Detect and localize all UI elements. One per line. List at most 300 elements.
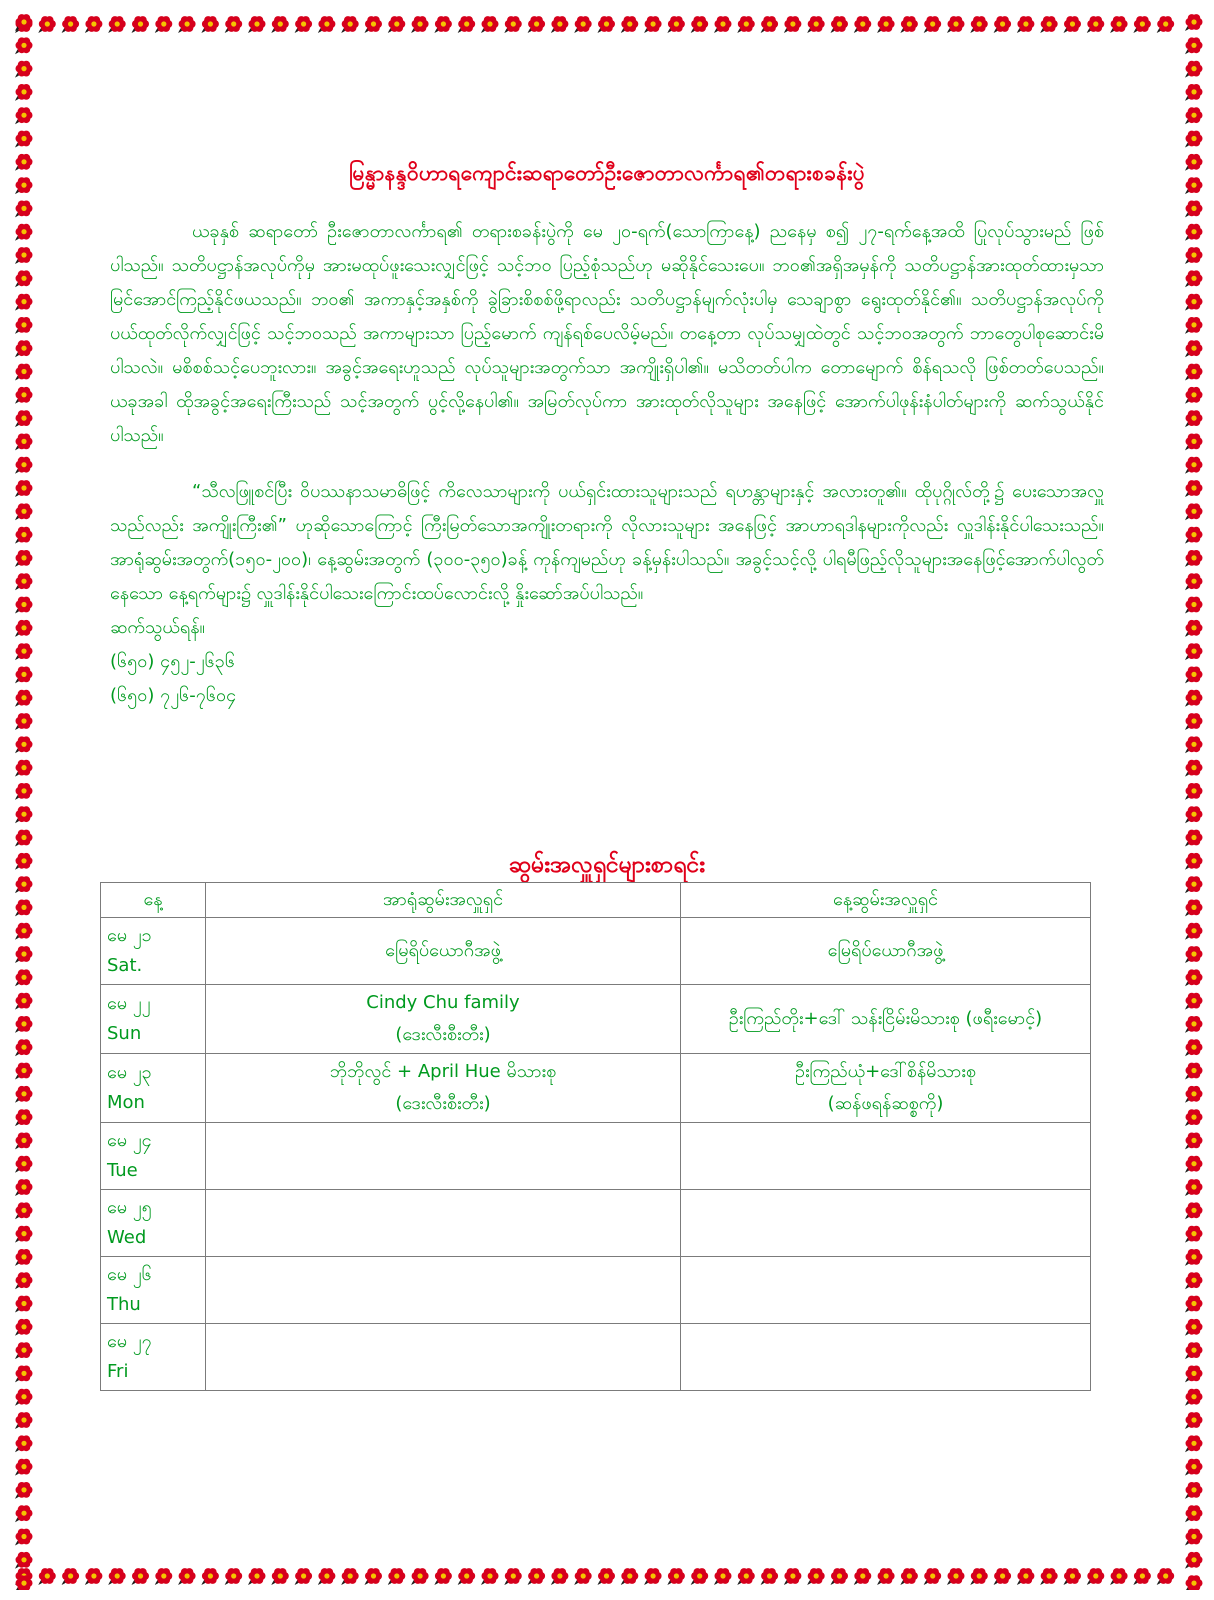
- morning-donor-cell: [206, 1257, 681, 1324]
- flower-icon: [1185, 503, 1203, 520]
- flower-icon: [1185, 107, 1203, 124]
- flower-icon: [1064, 1568, 1082, 1585]
- flower-icon: [1185, 1482, 1203, 1499]
- flower-icon: [15, 1529, 33, 1546]
- flower-icon: [1185, 830, 1203, 847]
- flower-icon: [1185, 806, 1203, 823]
- morning-donor-cell: [206, 1324, 681, 1391]
- date: မေ ၂၅: [107, 1197, 152, 1218]
- flower-icon: [1185, 597, 1203, 614]
- flower-icon: [994, 16, 1012, 33]
- noon-donor-cell: [681, 918, 1091, 985]
- flower-icon: [1185, 923, 1203, 940]
- morning-donor-cell: [206, 918, 681, 985]
- flower-icon: [1185, 969, 1203, 986]
- day-cell: [101, 1123, 206, 1190]
- flower-icon: [1185, 667, 1203, 684]
- flower-icon: [1185, 1366, 1203, 1383]
- donor-schedule-table: [100, 882, 1091, 1391]
- flower-icon: [644, 1568, 662, 1585]
- flower-icon: [15, 643, 33, 660]
- flower-icon: [970, 16, 988, 33]
- flower-icon: [924, 16, 942, 33]
- flower-icon: [877, 1568, 895, 1585]
- flower-icon: [365, 1568, 383, 1585]
- flower-icon: [15, 993, 33, 1010]
- flower-icon: [1185, 876, 1203, 893]
- flower-icon: [1185, 760, 1203, 777]
- flower-icon: [831, 1568, 849, 1585]
- table-row: [101, 918, 1091, 985]
- flower-icon: [994, 1568, 1012, 1585]
- flower-icon: [318, 1568, 336, 1585]
- flower-icon: [761, 1568, 779, 1585]
- flower-icon: [1185, 1272, 1203, 1289]
- flower-icon: [15, 177, 33, 194]
- morning-donor-cell: [206, 985, 681, 1054]
- flower-icon: [62, 1568, 80, 1585]
- morning-donor-cell: [206, 1123, 681, 1190]
- flower-icon: [644, 16, 662, 33]
- flower-icon: [621, 16, 639, 33]
- flower-icon: [1185, 1202, 1203, 1219]
- flower-icon: [15, 1435, 33, 1452]
- flower-icon: [15, 131, 33, 148]
- date: မေ ၂၂: [107, 993, 151, 1014]
- flower-icon: [1185, 410, 1203, 427]
- flower-icon: [784, 1568, 802, 1585]
- donor-line: ဦးကြည်တိုး+ဒေါ် သန်းငြိမ်းမိသားစု (ဖရီးမောင့်): [728, 1008, 1043, 1029]
- noon-donor-cell: [681, 1190, 1091, 1257]
- flower-icon: [1040, 16, 1058, 33]
- flower-icon: [1157, 16, 1175, 33]
- flower-icon: [15, 1342, 33, 1359]
- flower-icon: [1185, 364, 1203, 381]
- flower-icon: [15, 1086, 33, 1103]
- flower-icon: [1185, 434, 1203, 451]
- contact-label: ဆက်သွယ်ရန်။: [110, 617, 205, 638]
- flower-icon: [15, 900, 33, 917]
- date: မေ ၂၁: [107, 925, 152, 946]
- flower-icon: [411, 16, 429, 33]
- flower-icon: [15, 14, 33, 31]
- flower-icon: [15, 1459, 33, 1476]
- flower-icon: [15, 480, 33, 497]
- flower-icon: [1185, 1156, 1203, 1173]
- date: မေ ၂၃: [107, 1062, 152, 1083]
- flower-icon: [1185, 1342, 1203, 1359]
- flower-icon: [1185, 61, 1203, 78]
- flower-icon: [528, 16, 546, 33]
- flower-icon: [15, 340, 33, 357]
- flower-icon: [15, 1202, 33, 1219]
- flower-icon: [201, 1568, 219, 1585]
- flower-border-bottom: [12, 1562, 1192, 1590]
- flower-icon: [62, 16, 80, 33]
- table-title: ဆွမ်းအလှူရှင်များစာရင်း: [508, 852, 706, 878]
- flower-icon: [900, 16, 918, 33]
- flower-icon: [1185, 131, 1203, 148]
- flower-icon: [691, 16, 709, 33]
- flower-icon: [15, 270, 33, 287]
- flower-icon: [15, 550, 33, 567]
- flower-icon: [1185, 1226, 1203, 1243]
- flower-icon: [1185, 1529, 1203, 1546]
- noon-donor-cell: [681, 1054, 1091, 1123]
- flower-icon: [1185, 294, 1203, 311]
- flower-icon: [15, 830, 33, 847]
- flower-icon: [155, 1568, 173, 1585]
- flower-icon: [854, 16, 872, 33]
- flower-icon: [504, 16, 522, 33]
- flower-icon: [341, 16, 359, 33]
- flower-icon: [854, 1568, 872, 1585]
- flower-icon: [15, 527, 33, 544]
- flower-icon: [15, 1319, 33, 1336]
- flower-icon: [15, 1366, 33, 1383]
- date: မေ ၂၇: [107, 1331, 152, 1352]
- flower-icon: [388, 1568, 406, 1585]
- flower-icon: [1185, 1249, 1203, 1266]
- flower-icon: [225, 1568, 243, 1585]
- flower-icon: [1017, 16, 1035, 33]
- flower-icon: [15, 573, 33, 590]
- donor-line: မြေရိပ်ယောဂီအဖွဲ့: [827, 940, 944, 961]
- flower-icon: [15, 667, 33, 684]
- flower-icon: [15, 317, 33, 334]
- flower-icon: [132, 16, 150, 33]
- flower-icon: [1185, 946, 1203, 963]
- flower-icon: [15, 457, 33, 474]
- flower-icon: [1185, 1086, 1203, 1103]
- flower-icon: [737, 16, 755, 33]
- donor-line: ဘိုဘိုလွင် + April Hue မိသားစု: [329, 1061, 557, 1082]
- noon-donor-cell: [681, 1123, 1091, 1190]
- flower-icon: [15, 1156, 33, 1173]
- flower-icon: [411, 1568, 429, 1585]
- phone-number: (၆၅၀) ၄၅၂-၂၆၃၆: [110, 651, 235, 672]
- flower-icon: [15, 84, 33, 101]
- flower-icon: [15, 247, 33, 264]
- flower-icon: [1185, 620, 1203, 637]
- flower-icon: [15, 736, 33, 753]
- flower-icon: [1017, 1568, 1035, 1585]
- table-row: [101, 1324, 1091, 1391]
- flower-icon: [38, 16, 56, 33]
- noon-donor-cell: [681, 1257, 1091, 1324]
- flower-icon: [38, 1568, 56, 1585]
- flower-icon: [1185, 527, 1203, 544]
- flower-icon: [15, 224, 33, 241]
- donor-line: ဦးကြည်ယုံ+ဒေါ်စိန်မိသားစု: [795, 1061, 976, 1082]
- flower-icon: [551, 1568, 569, 1585]
- flower-icon: [1185, 457, 1203, 474]
- flower-icon: [1185, 853, 1203, 870]
- flower-icon: [15, 434, 33, 451]
- flower-icon: [1185, 690, 1203, 707]
- noon-donor-cell: [681, 1324, 1091, 1391]
- flower-icon: [15, 597, 33, 614]
- donor-line: (ဆန်ဖရန်ဆစ္စကို): [827, 1093, 944, 1114]
- flower-icon: [15, 1039, 33, 1056]
- header-morning-donor: အာရုံဆွမ်းအလှူရှင်: [206, 883, 681, 918]
- flower-icon: [15, 713, 33, 730]
- flower-icon: [807, 16, 825, 33]
- flower-icon: [831, 16, 849, 33]
- table-row: [101, 985, 1091, 1054]
- flower-icon: [691, 1568, 709, 1585]
- date: မေ ၂၆: [107, 1264, 152, 1285]
- flower-icon: [1185, 1389, 1203, 1406]
- flower-icon: [15, 294, 33, 311]
- flower-icon: [900, 1568, 918, 1585]
- flower-icon: [15, 1552, 33, 1569]
- weekday: Fri: [107, 1361, 129, 1382]
- flower-icon: [388, 16, 406, 33]
- flower-icon: [1185, 1319, 1203, 1336]
- flower-icon: [1185, 1575, 1203, 1590]
- flower-icon: [1110, 1568, 1128, 1585]
- flower-icon: [15, 387, 33, 404]
- flower-icon: [1185, 37, 1203, 54]
- donation-paragraph: “သီလဖြူစင်ပြီး ဝိပဿနာသမာဓိဖြင့် ကိလေသာများကို ပယ်ရှင်းထားသူများသည် ရဟန္တာများနှင့် အလားတူ၏။ ထိုပုဂ္ဂိုလ်တို့၌ ပေးသောအလှူသည်လည်း အကျိုးကြီး၏” ဟုဆိုသောကြောင့် ကြီးမြတ်သောအကျိုးတရားကို လိုလားသူများ အနေဖြင့် အာဟာရဒါနများကိုလည်း လှူဒါန်းနိုင်ပါသေးသည်။ အာရုံဆွမ်းအတွက်(၁၅၀-၂၀၀)၊ နေ့ဆွမ်းအတွက် (၃၀၀-၃၅၀)ခန့် ကုန်ကျမည်ဟု ခန့်မှန်းပါသည်။ အခွင့်သင့်လို့ ပါရမီဖြည့်လိုသူများအနေဖြင့်အောက်ပါလွတ်နေသော နေ့ရက်များ၌ လှူဒါန်းနိုင်ပါသေးကြောင်းထပ်လောင်းလို့ နှိုးဆော်အပ်ပါသည်။: [110, 481, 1104, 604]
- flower-icon: [1185, 387, 1203, 404]
- flower-icon: [271, 16, 289, 33]
- flower-icon: [1185, 177, 1203, 194]
- flower-icon: [15, 690, 33, 707]
- flower-icon: [598, 1568, 616, 1585]
- flower-icon: [761, 16, 779, 33]
- flower-icon: [1185, 317, 1203, 334]
- flower-icon: [1087, 1568, 1105, 1585]
- flower-icon: [1185, 1552, 1203, 1569]
- flower-icon: [1157, 1568, 1175, 1585]
- flower-icon: [1185, 154, 1203, 171]
- flower-icon: [15, 806, 33, 823]
- flower-icon: [784, 16, 802, 33]
- intro-paragraph: ယခုနှစ် ဆရာတော် ဦးဇောတာလင်္ကာရ၏ တရားစခန်းပွဲကို မေ ၂၀-ရက်(သောကြာနေ့) ညနေမှ စ၍ ၂၇-ရက်နေ့အထိ ပြုလုပ်သွားမည် ဖြစ်ပါသည်။ သတိပဋ္ဌာန်အလုပ်ကိုမှ အားမထုပ်ဖူးသေးလျှင်ဖြင့် သင့်ဘဝ ပြည့်စုံသည်ဟု မဆိုနိုင်သေးပေ။ ဘဝ၏အရှိအမှန်ကို သတိပဋ္ဌာန်အားထုတ်ထားမှသာမြင်အောင်ကြည့်နိုင်ဖယသည်။ ဘဝ၏ အကာနှင့်အနှစ်ကို ခွဲခြားစိစစ်ဖို့ရာလည်း သတိပဋ္ဌာန်မျက်လုံးပါမှ သေချာစွာ ရွေးထုတ်နိုင်၏။ သတိပဋ္ဌာန်အလုပ်ကို ပယ်ထုတ်လိုက်လျှင်ဖြင့် သင့်ဘဝသည် အကာများသာ ပြည့်မောက် ကျန်ရစ်ပေလိမ့်မည်။ တနေ့တာ လုပ်သမျှထဲတွင် သင့်ဘဝအတွက် ဘာတွေပါစုဆောင်းမိပါသလဲ။ မစိစစ်သင့်ပေဘူးလား။ အခွင့်အရေးဟူသည် လုပ်သူများအတွက်သာ အကျိုးရှိပါ၏။ မသိတတ်ပါက တောမျောက် စိန်ရသလို ဖြစ်တတ်ပေသည်။ ယခုအခါ ထိုအခွင့်အရေးကြီးသည် သင့်အတွက် ပွင့်လို့နေပါ၏။ အမြတ်လုပ်ကာ အားထုတ်လိုသူများ အနေဖြင့် အောက်ပါဖုန်းနံပါတ်များကို ဆက်သွယ်နိုင်ပါသည်။: [110, 221, 1104, 446]
- flower-icon: [295, 16, 313, 33]
- donor-line: (ဒေးလီးစီးတီး): [395, 1024, 491, 1045]
- header-noon-donor: နေ့ဆွမ်းအလှူရှင်: [681, 883, 1091, 918]
- flower-icon: [667, 16, 685, 33]
- header-day: နေ့: [101, 883, 206, 918]
- flower-icon: [15, 37, 33, 54]
- flower-icon: [15, 1179, 33, 1196]
- flower-icon: [178, 1568, 196, 1585]
- flower-icon: [1185, 270, 1203, 287]
- flower-icon: [947, 16, 965, 33]
- table-row: [101, 1190, 1091, 1257]
- flower-icon: [15, 1109, 33, 1126]
- flower-icon: [15, 1575, 33, 1590]
- flower-icon: [15, 1296, 33, 1313]
- day-cell: [101, 1324, 206, 1391]
- flower-icon: [1185, 993, 1203, 1010]
- flower-icon: [108, 16, 126, 33]
- day-cell: [101, 918, 206, 985]
- flower-icon: [1185, 783, 1203, 800]
- flower-icon: [667, 1568, 685, 1585]
- donor-line: မြေရိပ်ယောဂီအဖွဲ့: [385, 940, 501, 961]
- flower-icon: [737, 1568, 755, 1585]
- flower-icon: [574, 1568, 592, 1585]
- flower-icon: [15, 1016, 33, 1033]
- day-cell: [101, 1054, 206, 1123]
- flower-icon: [1133, 16, 1151, 33]
- flower-icon: [15, 364, 33, 381]
- flower-icon: [85, 16, 103, 33]
- flower-icon: [1185, 1133, 1203, 1150]
- flower-icon: [295, 1568, 313, 1585]
- page-title: မြန္မာနန္ဒဝိဟာရကျောင်းဆရာတော်ဦးဇောတာလင်္ကာရ၏တရားစခန်းပွဲ: [348, 161, 866, 185]
- flower-icon: [481, 16, 499, 33]
- flower-icon: [1110, 16, 1128, 33]
- flower-icon: [1185, 1459, 1203, 1476]
- flower-icon: [1185, 573, 1203, 590]
- flower-icon: [365, 16, 383, 33]
- date: မေ ၂၄: [107, 1130, 152, 1151]
- flower-icon: [1185, 550, 1203, 567]
- weekday: Wed: [107, 1227, 147, 1248]
- flower-icon: [1185, 1296, 1203, 1313]
- flower-icon: [598, 16, 616, 33]
- day-cell: [101, 985, 206, 1054]
- donor-line: Cindy Chu family: [366, 992, 520, 1013]
- flower-icon: [318, 16, 336, 33]
- flower-icon: [15, 923, 33, 940]
- morning-donor-cell: [206, 1054, 681, 1123]
- flower-icon: [15, 107, 33, 124]
- flower-border-left: [10, 10, 38, 1590]
- flower-icon: [1185, 14, 1203, 31]
- flower-icon: [15, 783, 33, 800]
- table-row: [101, 1123, 1091, 1190]
- flower-icon: [85, 1568, 103, 1585]
- flower-icon: [15, 876, 33, 893]
- flower-icon: [877, 16, 895, 33]
- morning-donor-cell: [206, 1190, 681, 1257]
- flower-icon: [1040, 1568, 1058, 1585]
- flower-border-right: [1180, 10, 1208, 1590]
- flower-icon: [15, 969, 33, 986]
- flower-icon: [1185, 1063, 1203, 1080]
- day-cell: [101, 1190, 206, 1257]
- table-row: [101, 1054, 1091, 1123]
- flower-icon: [15, 760, 33, 777]
- flower-icon: [714, 1568, 732, 1585]
- flower-icon: [15, 1133, 33, 1150]
- flower-icon: [201, 16, 219, 33]
- flower-icon: [1185, 1505, 1203, 1522]
- flower-icon: [15, 1412, 33, 1429]
- flower-icon: [1185, 900, 1203, 917]
- flower-icon: [248, 1568, 266, 1585]
- flower-icon: [481, 1568, 499, 1585]
- donor-line: (ဒေးလီးစီးတီး): [395, 1093, 491, 1114]
- flower-icon: [574, 16, 592, 33]
- flower-icon: [1185, 1179, 1203, 1196]
- flower-icon: [1064, 16, 1082, 33]
- flower-icon: [15, 1389, 33, 1406]
- weekday: Mon: [107, 1092, 145, 1113]
- flower-icon: [1185, 201, 1203, 218]
- weekday: Sat.: [107, 955, 143, 976]
- flower-icon: [714, 16, 732, 33]
- flower-icon: [807, 1568, 825, 1585]
- flower-icon: [458, 16, 476, 33]
- flower-icon: [15, 410, 33, 427]
- flower-icon: [1185, 643, 1203, 660]
- flower-icon: [1185, 224, 1203, 241]
- flower-icon: [15, 1482, 33, 1499]
- flower-icon: [155, 16, 173, 33]
- flower-icon: [1087, 16, 1105, 33]
- flower-icon: [924, 1568, 942, 1585]
- flower-icon: [1185, 1109, 1203, 1126]
- flower-icon: [225, 16, 243, 33]
- flower-icon: [434, 1568, 452, 1585]
- flower-icon: [108, 1568, 126, 1585]
- day-cell: [101, 1257, 206, 1324]
- flower-icon: [15, 853, 33, 870]
- flower-icon: [15, 946, 33, 963]
- flower-icon: [434, 16, 452, 33]
- flower-icon: [1185, 1039, 1203, 1056]
- weekday: Sun: [107, 1023, 142, 1044]
- flower-icon: [551, 16, 569, 33]
- flower-border-top: [12, 10, 1192, 38]
- flower-icon: [15, 503, 33, 520]
- flower-icon: [1185, 1435, 1203, 1452]
- table-row: [101, 1257, 1091, 1324]
- noon-donor-cell: [681, 985, 1091, 1054]
- phone-number: (၆၅၀) ၇၂၆-၇၆၀၄: [110, 685, 237, 706]
- flower-icon: [1185, 84, 1203, 101]
- flower-icon: [1185, 247, 1203, 264]
- weekday: Thu: [107, 1294, 141, 1315]
- flower-icon: [341, 1568, 359, 1585]
- flower-icon: [271, 1568, 289, 1585]
- table-header-row: [101, 883, 1091, 918]
- flower-icon: [15, 1272, 33, 1289]
- flower-icon: [248, 16, 266, 33]
- flower-icon: [132, 1568, 150, 1585]
- flower-icon: [1185, 340, 1203, 357]
- weekday: Tue: [107, 1160, 138, 1181]
- flower-icon: [621, 1568, 639, 1585]
- flower-icon: [1185, 713, 1203, 730]
- flower-icon: [15, 1249, 33, 1266]
- flower-icon: [15, 620, 33, 637]
- flower-icon: [15, 1063, 33, 1080]
- flower-icon: [947, 1568, 965, 1585]
- flower-icon: [15, 154, 33, 171]
- flower-icon: [504, 1568, 522, 1585]
- flower-icon: [1185, 1412, 1203, 1429]
- flower-icon: [1133, 1568, 1151, 1585]
- flower-icon: [458, 1568, 476, 1585]
- flower-icon: [15, 1505, 33, 1522]
- flower-icon: [1185, 1016, 1203, 1033]
- flower-icon: [15, 201, 33, 218]
- flower-icon: [1185, 736, 1203, 753]
- document-body: [110, 148, 1104, 713]
- flower-icon: [15, 61, 33, 78]
- flower-icon: [970, 1568, 988, 1585]
- flower-icon: [1185, 480, 1203, 497]
- flower-icon: [15, 1226, 33, 1243]
